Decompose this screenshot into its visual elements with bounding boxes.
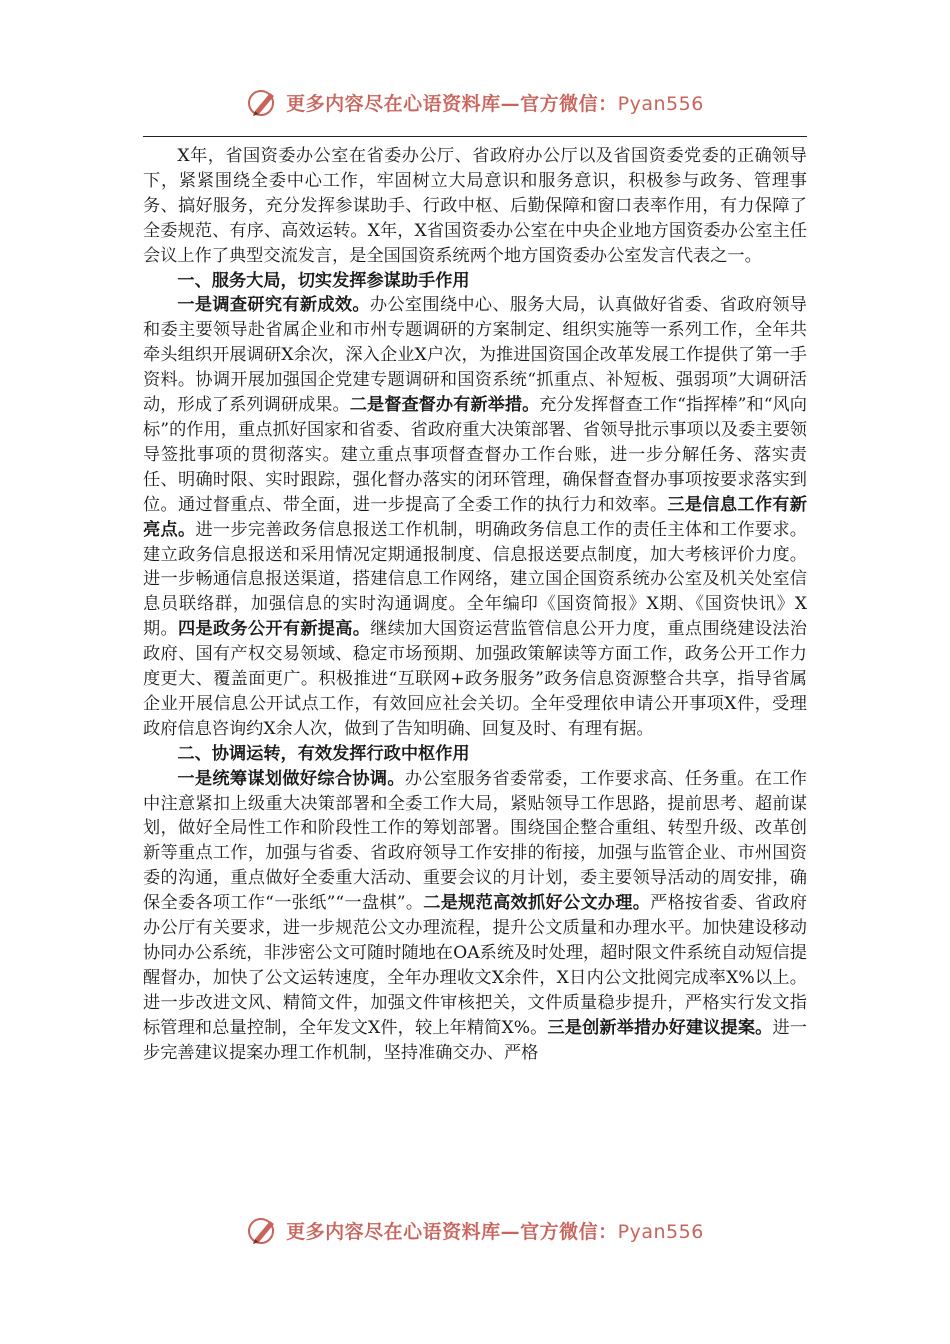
banner-wechat-handle: Pyan556 [617, 92, 704, 115]
section2-paragraph: 一是统筹谋划做好综合协调。办公室服务省委常委，工作要求高、任务重。在工作中注意紧扣上级重大决策部署和全委工作大局，紧贴领导工作思路，提前思考、超前谋划，做好全局性工作和阶段性工作的筹划部署。围绕国企整合重组、转型升级、改革创新等重点工作，加强与省委、省政府领导工作安排的衔接，加强与监管企业、市州国资委的沟通，重点做好全委重大活动、重要会议的月计划，委主要领导活动的周安排，确保全委各项工作“一张纸”“一盘棋”。二是规范高效抓好公文办理。严格按省委、省政府办公厅有关要求，进一步规范公文办理流程，提升公文质量和办理水平。加快建设移动协同办公系统，非涉密公文可随时随地在OA系统及时处理，超时限文件系统自动短信提醒督办，加快了公文运转速度，全年办理收文X余件，X日内公文批阅完成率X%以上。进一步改进文风、精简文件，加强文件审核把关，文件质量稳步提升，严格实行发文指标管理和总量控制，全年发文X件，较上年精简X%。三是创新举措办好建议提案。进一步完善建议提案办理工作机制，坚持准确交办、严格 [143, 768, 807, 1063]
subheading-documents: 二是规范高效抓好公文办理。 [423, 893, 651, 914]
banner-text: 更多内容尽在心语资料库—官方微信：Pyan556 [286, 92, 704, 115]
section-heading-2: 二、协调运转，有效发挥行政中枢作用 [177, 743, 470, 764]
subheading-information: 三是信息工作有新亮点。 [143, 494, 807, 540]
intro-paragraph: X年，省国资委办公室在省委办公厅、省政府办公厅以及省国资委党委的正确领导下，紧紧围绕全委中心工作，牢固树立大局意识和服务意识，积极参与政务、管理事务、搞好服务，充分发挥参谋助手、行政中枢、后勤保障和窗口表率作用，有力保障了全委规范、有序、高效运转。X年，X省国资委办公室在中央企业地方国资委办公室主任会议上作了典型交流发言，是全国国资系统两个地方国资委办公室发言代表之一。 [143, 146, 807, 266]
banner-text: 更多内容尽在心语资料库—官方微信：Pyan556 [286, 1220, 704, 1243]
header-watermark-banner [0, 82, 950, 122]
subheading-proposals: 三是创新举措办好建议提案。 [547, 1017, 773, 1038]
subheading-supervision: 二是督查督办有新举措。 [349, 395, 540, 416]
section-heading-1: 一、服务大局，切实发挥参谋助手作用 [177, 270, 470, 291]
header-divider [143, 136, 807, 137]
footer-watermark-banner [0, 1210, 950, 1250]
subheading-disclosure: 四是政务公开有新提高。 [177, 619, 371, 640]
writing-pen-logo-icon [246, 85, 280, 119]
banner-wechat-handle: Pyan556 [617, 1220, 704, 1243]
section1-paragraph: 一是调查研究有新成效。办公室围绕中心、服务大局，认真做好省委、省政府领导和委主要领导赴省属企业和市州专题调研的方案制定、组织实施等一系列工作，全年共牵头组织开展调研X余次，深入企业X户次，为推进国资国企改革发展工作提供了第一手资料。协调开展加强国企党建专题调研和国资系统“抓重点、补短板、强弱项”大调研活动，形成了系列调研成果。二是督查督办有新举措。充分发挥督查工作“指挥棒”和“风向标”的作用，重点抓好国家和省委、省政府重大决策部署、省领导批示事项以及委主要领导签批事项的贯彻落实。建立重点事项督查督办工作台账，进一步分解任务、落实责任、明确时限、实时跟踪，强化督办落实的闭环管理，确保督查督办事项按要求落实到位。通过督重点、带全面，进一步提高了全委工作的执行力和效率。三是信息工作有新亮点。进一步完善政务信息报送工作机制，明确政务信息工作的责任主体和工作要求。建立政务信息报送和采用情况定期通报制度、信息报送要点制度，加大考核评价力度。进一步畅通信息报送渠道，搭建信息工作网络，建立国企国资系统办公室及机关处室信息员联络群，加强信息的实时沟通调度。全年编印《国资简报》X期、《国资快讯》X期。四是政务公开有新提高。继续加大国资运营监管信息公开力度，重点围绕建设法治政府、国有产权交易领域、稳定市场预期、加强政策解读等方面工作，政务公开工作力度更大、覆盖面更广。积极推进“互联网+政务服务”政务信息资源整合共享，指导省属企业开展信息公开试点工作，有效回应社会关切。全年受理依申请公开事项X件，受理政府信息咨询约X余人次，做到了告知明确、回复及时、有理有据。 [143, 295, 807, 739]
document-body [143, 144, 807, 1066]
subheading-coordination: 一是统筹谋划做好综合协调。 [177, 768, 405, 789]
writing-pen-logo-icon [246, 1213, 280, 1247]
subheading-investigation: 一是调查研究有新成效。 [177, 295, 370, 316]
